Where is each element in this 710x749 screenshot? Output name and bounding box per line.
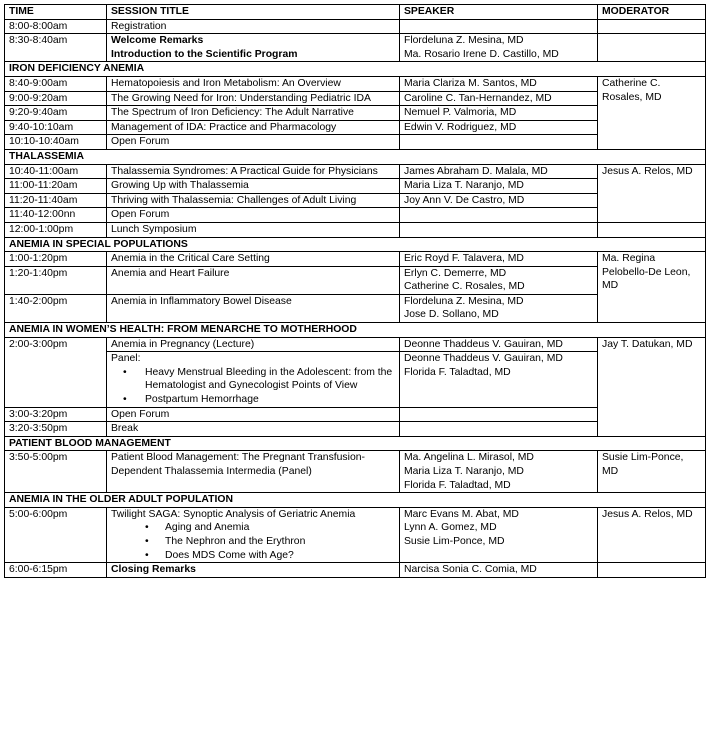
speaker-cell: James Abraham D. Malala, MD	[400, 164, 598, 179]
title-cell: Anemia in Inflammatory Bowel Disease	[107, 294, 400, 322]
title-line: Welcome Remarks	[111, 35, 204, 47]
speaker-cell: Eric Royd F. Talavera, MD	[400, 252, 598, 267]
time-cell: 3:50-5:00pm	[5, 451, 107, 493]
panel-cell	[107, 352, 400, 407]
time-cell: 8:00-8:00am	[5, 19, 107, 34]
table-row	[5, 252, 706, 267]
panel-label: Panel:	[111, 353, 141, 365]
speaker-cell	[400, 34, 598, 62]
session-topics	[111, 521, 395, 562]
speaker-name: Catherine C. Rosales, MD	[404, 281, 525, 293]
speaker-cell	[400, 352, 598, 407]
list-item: • Aging and Anemia	[165, 521, 395, 535]
panel-topics	[111, 366, 395, 407]
title-cell: Thriving with Thalassemia: Challenges of Adult Living	[107, 193, 400, 208]
moderator-header: MODERATOR	[598, 5, 706, 20]
speaker-name: Florida F. Taladtad, MD	[404, 479, 511, 491]
section-row	[5, 237, 706, 252]
title-cell: Anemia in Pregnancy (Lecture)	[107, 337, 400, 352]
section-heading: ANEMIA IN WOMEN’S HEALTH: FROM MENARCHE TO MOTHERHOOD	[5, 323, 706, 338]
time-cell: 2:00-3:00pm	[5, 337, 107, 407]
speaker-cell: Nemuel P. Valmoria, MD	[400, 106, 598, 121]
time-cell: 1:40-2:00pm	[5, 294, 107, 322]
table-row	[5, 19, 706, 34]
title-cell: Open Forum	[107, 407, 400, 422]
title-cell: Management of IDA: Practice and Pharmacology	[107, 120, 400, 135]
speaker-cell: Maria Liza T. Naranjo, MD	[400, 179, 598, 194]
title-cell: Open Forum	[107, 208, 400, 223]
table-row	[5, 76, 706, 91]
section-row	[5, 493, 706, 508]
time-cell: 11:00-11:20am	[5, 179, 107, 194]
speaker-name: Florida F. Taladtad, MD	[404, 366, 511, 378]
time-cell: 6:00-6:15pm	[5, 563, 107, 578]
session-header: SESSION TITLE	[107, 5, 400, 20]
speaker-cell: Caroline C. Tan-Hernandez, MD	[400, 91, 598, 106]
title-cell: The Spectrum of Iron Deficiency: The Adult Narrative	[107, 106, 400, 121]
table-row	[5, 34, 706, 62]
speaker-name: Flordeluna Z. Mesina, MD	[404, 295, 524, 307]
section-row	[5, 323, 706, 338]
title-cell: Growing Up with Thalassemia	[107, 179, 400, 194]
table-row	[5, 451, 706, 493]
program-table	[4, 4, 706, 578]
speaker-name: Ma. Angelina L. Mirasol, MD	[404, 452, 534, 464]
title-cell: Registration	[107, 19, 400, 34]
time-cell: 11:20-11:40am	[5, 193, 107, 208]
speaker-name: Erlyn C. Demerre, MD	[404, 267, 507, 279]
title-cell: The Growing Need for Iron: Understanding Pediatric IDA	[107, 91, 400, 106]
table-row	[5, 337, 706, 352]
time-cell: 12:00-1:00pm	[5, 222, 107, 237]
moderator-cell: Jesus A. Relos, MD	[598, 507, 706, 562]
moderator-cell: Jay T. Datukan, MD	[598, 337, 706, 436]
speaker-cell: Maria Clariza M. Santos, MD	[400, 76, 598, 91]
speaker-cell: Deonne Thaddeus V. Gauiran, MD	[400, 337, 598, 352]
time-cell: 8:40-9:00am	[5, 76, 107, 91]
section-heading: ANEMIA IN THE OLDER ADULT POPULATION	[5, 493, 706, 508]
time-cell: 3:00-3:20pm	[5, 407, 107, 422]
section-heading: THALASSEMIA	[5, 149, 706, 164]
speaker-name: Ma. Rosario Irene D. Castillo, MD	[404, 48, 559, 60]
speaker-name: Lynn A. Gomez, MD	[404, 522, 497, 534]
time-cell: 9:00-9:20am	[5, 91, 107, 106]
moderator-cell: Catherine C. Rosales, MD	[598, 76, 706, 149]
table-row	[5, 222, 706, 237]
title-cell	[107, 34, 400, 62]
speaker-cell	[400, 507, 598, 562]
title-cell: Closing Remarks	[107, 563, 400, 578]
moderator-cell: Susie Lim-Ponce, MD	[598, 451, 706, 493]
session-title: Twilight SAGA: Synoptic Analysis of Geriatric Anemia	[111, 508, 356, 520]
table-row	[5, 507, 706, 562]
speaker-cell	[400, 294, 598, 322]
title-cell: Anemia in the Critical Care Setting	[107, 252, 400, 267]
list-item: • Heavy Menstrual Bleeding in the Adolescent: from the Hematologist and Gynecologist Points of View	[145, 366, 395, 393]
time-cell: 3:20-3:50pm	[5, 422, 107, 437]
section-heading: ANEMIA IN SPECIAL POPULATIONS	[5, 237, 706, 252]
speaker-name: Flordeluna Z. Mesina, MD	[404, 35, 524, 47]
section-heading: PATIENT BLOOD MANAGEMENT	[5, 436, 706, 451]
section-row	[5, 149, 706, 164]
list-item: • Postpartum Hemorrhage	[145, 393, 395, 407]
table-row	[5, 563, 706, 578]
title-cell: Open Forum	[107, 135, 400, 150]
title-cell: Patient Blood Management: The Pregnant Transfusion-Dependent Thalassemia Intermedia (Panel)	[107, 451, 400, 493]
section-row	[5, 436, 706, 451]
title-line: Introduction to the Scientific Program	[111, 48, 298, 60]
speaker-header: SPEAKER	[400, 5, 598, 20]
speaker-cell	[400, 266, 598, 294]
speaker-name: Deonne Thaddeus V. Gauiran, MD	[404, 353, 563, 365]
time-cell: 5:00-6:00pm	[5, 507, 107, 562]
speaker-name: Maria Liza T. Naranjo, MD	[404, 466, 524, 477]
section-heading: IRON DEFICIENCY ANEMIA	[5, 62, 706, 77]
moderator-cell: Jesus A. Relos, MD	[598, 164, 706, 222]
time-cell: 10:40-11:00am	[5, 164, 107, 179]
speaker-cell	[400, 451, 598, 493]
header-row	[5, 5, 706, 20]
speaker-name: Marc Evans M. Abat, MD	[404, 508, 519, 520]
time-cell: 11:40-12:00nn	[5, 208, 107, 223]
time-cell: 1:20-1:40pm	[5, 266, 107, 294]
list-item: • The Nephron and the Erythron	[165, 535, 395, 549]
speaker-cell: Joy Ann V. De Castro, MD	[400, 193, 598, 208]
title-cell: Hematopoiesis and Iron Metabolism: An Overview	[107, 76, 400, 91]
title-cell: Break	[107, 422, 400, 437]
speaker-cell: Edwin V. Rodriguez, MD	[400, 120, 598, 135]
table-row	[5, 164, 706, 179]
time-cell: 10:10-10:40am	[5, 135, 107, 150]
title-cell: Lunch Symposium	[107, 222, 400, 237]
speaker-name: Susie Lim-Ponce, MD	[404, 535, 505, 547]
speaker-cell: Narcisa Sonia C. Comia, MD	[400, 563, 598, 578]
speaker-name: Jose D. Sollano, MD	[404, 309, 499, 321]
time-header: TIME	[5, 5, 107, 20]
time-cell: 9:40-10:10am	[5, 120, 107, 135]
time-cell: 8:30-8:40am	[5, 34, 107, 62]
section-row	[5, 62, 706, 77]
time-cell: 9:20-9:40am	[5, 106, 107, 121]
title-cell: Anemia and Heart Failure	[107, 266, 400, 294]
list-item: • Does MDS Come with Age?	[165, 549, 395, 563]
time-cell: 1:00-1:20pm	[5, 252, 107, 267]
moderator-cell: Ma. Regina Pelobello-De Leon, MD	[598, 252, 706, 323]
title-cell	[107, 507, 400, 562]
title-cell: Thalassemia Syndromes: A Practical Guide for Physicians	[107, 164, 400, 179]
